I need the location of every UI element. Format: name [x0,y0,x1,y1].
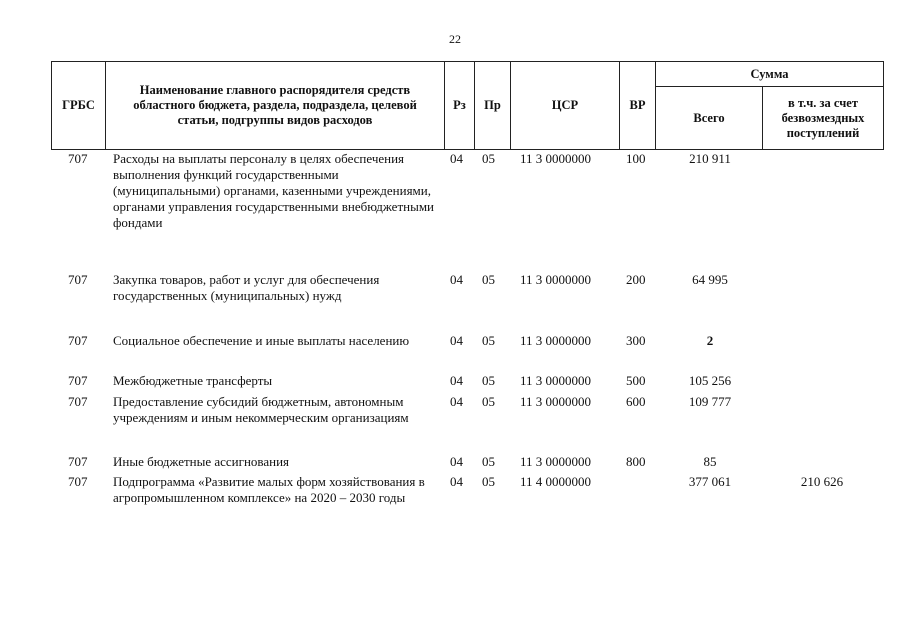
row-grbs: 707 [68,272,88,287]
row-pr: 05 [482,151,495,166]
row-rz: 04 [450,474,463,489]
row-pr: 05 [482,394,495,409]
row-rz: 04 [450,394,463,409]
row-total: 64 995 [692,272,728,287]
row-csr: 11 3 0000000 [520,373,592,388]
row-vr: 500 [626,373,646,388]
row-csr: 11 3 0000000 [520,394,592,409]
row-vr: 800 [626,454,646,469]
row-csr: 11 3 0000000 [520,272,592,287]
row-rz: 04 [450,272,463,287]
row-grbs: 707 [68,151,88,166]
row-grbs: 707 [68,394,88,409]
row-name: Иные бюджетные ассигнования [113,454,290,469]
row-pr: 05 [482,333,495,348]
row-name: Межбюджетные трансферты [113,373,273,388]
row-grbs: 707 [68,454,88,469]
row-pr: 05 [482,373,495,388]
row-name: Закупка товаров, работ и услуг для обеспечения государственных (муниципальных) нужд [113,272,380,303]
row-name: Социальное обеспечение и иные выплаты населению [113,333,410,348]
row-grbs: 707 [68,373,88,388]
header-sum: Сумма [750,66,789,81]
border-after-total [762,86,763,150]
row-rz: 04 [450,373,463,388]
row-free: 210 626 [800,474,844,489]
row-total: 210 911 [689,151,731,166]
row-total: 105 256 [688,373,732,388]
row-rz: 04 [450,151,463,166]
row-vr: 300 [626,333,646,348]
row-csr: 11 3 0000000 [520,454,592,469]
row-pr: 05 [482,474,495,489]
page-number: 22 [449,32,461,46]
row-vr: 200 [626,272,646,287]
row-csr: 11 3 0000000 [520,333,592,348]
row-csr: 11 3 0000000 [520,151,592,166]
row-total: 85 [703,454,717,469]
row-csr: 11 4 0000000 [520,474,592,489]
row-grbs: 707 [68,333,88,348]
row-grbs: 707 [68,474,88,489]
border-after-grbs [105,61,106,150]
table-header [0,0,909,160]
header-vr: ВР [629,98,646,112]
row-pr: 05 [482,272,495,287]
row-rz: 04 [450,333,463,348]
header-free: в т.ч. за счет безвозмездных поступлений [781,95,865,140]
row-total: 2 [706,333,714,348]
header-total: Всего [693,110,725,125]
border-right [883,61,884,150]
row-rz: 04 [450,454,463,469]
header-csr: ЦСР [551,98,579,112]
row-total: 109 777 [688,394,732,409]
header-bottom-border [51,149,883,150]
row-name: Расходы на выплаты персоналу в целях обеспечения выполнения функций государственными (муниципальными) органами, казенными учреждениями, органами управления государственными внебюджетными фондами [113,151,435,230]
row-name: Подпрограмма «Развитие малых форм хозяйствования в агропромышленном комплексе» на 2020 – 2030 годы [113,474,425,505]
header-name: Наименование главного распорядителя средств областного бюджета, раздела, подраздела, целевой статьи, подгруппы видов расходов [133,83,417,127]
row-total: 377 061 [688,474,732,489]
row-vr: 100 [626,151,646,166]
header-grbs: ГРБС [62,98,95,112]
row-name: Предоставление субсидий бюджетным, автономным учреждениям и иным некоммерческим организациям [113,394,409,425]
header-rz: Рз [453,98,466,112]
row-vr: 600 [626,394,646,409]
row-pr: 05 [482,454,495,469]
header-pr: Пр [484,98,501,112]
